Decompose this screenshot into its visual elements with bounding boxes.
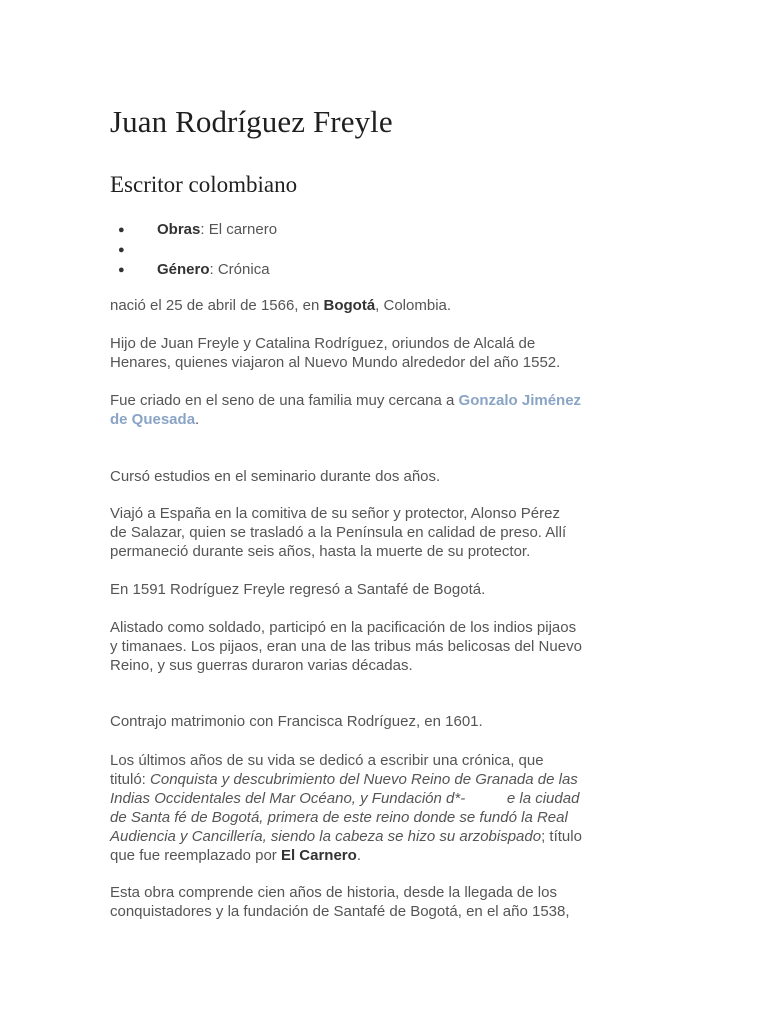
upbringing-paragraph: Fue criado en el seno de una familia muy cercana a Gonzalo Jiménez de Quesada. bbox=[110, 392, 582, 428]
fact-value: : El carnero bbox=[200, 221, 278, 238]
page-title: Juan Rodríguez Freyle bbox=[110, 104, 393, 139]
bullet-icon: ● bbox=[118, 264, 125, 276]
birthplace: Bogotá bbox=[323, 297, 376, 314]
studies-paragraph: Cursó estudios en el seminario durante dos años. bbox=[110, 468, 441, 485]
facts-list bbox=[110, 220, 670, 280]
bullet-icon: ● bbox=[118, 244, 125, 256]
el-carnero-title: El Carnero bbox=[280, 847, 357, 864]
birth-paragraph: nació el 25 de abril de 1566, en Bogotá, Colombia. bbox=[110, 297, 452, 314]
fact-label: Género bbox=[157, 261, 210, 278]
list-item bbox=[110, 260, 670, 280]
chronicle-paragraph: Los últimos años de su vida se dedicó a escribir una crónica, que tituló: Conquista y descubrimiento del Nuevo Reino de Granada de las Indias Occidentales del Mar Océano, y Fundación d*- e la ciudad de Santa fé de Bogotá, primera de este reino donde se fundó la Real Audiencia y Cancillería, siendo la cabeza se hizo su arzobispado; título que fue reemplazado por El Carnero. bbox=[110, 752, 582, 864]
marriage-paragraph: Contrajo matrimonio con Francisca Rodríguez, en 1601. bbox=[110, 713, 483, 730]
list-item bbox=[110, 220, 670, 240]
bullet-icon: ● bbox=[118, 224, 125, 236]
fact-value: : Crónica bbox=[209, 261, 270, 278]
page-subtitle: Escritor colombiano bbox=[110, 172, 298, 197]
gonzalo-jimenez-link[interactable]: Gonzalo Jiménez de Quesada bbox=[110, 392, 582, 428]
history-paragraph: Esta obra comprende cien años de historia, desde la llegada de los conquistadores y la fundación de Santafé de Bogotá, en el año 1538, bbox=[110, 884, 570, 920]
soldier-paragraph: Alistado como soldado, participó en la pacificación de los indios pijaos y timanaes. Los pijaos, eran una de las tribus más belicosas del Nuevo Reino, y sus guerras duraron varias décadas. bbox=[110, 619, 582, 674]
return-paragraph: En 1591 Rodríguez Freyle regresó a Santafé de Bogotá. bbox=[110, 581, 486, 598]
fact-label: Obras bbox=[157, 221, 201, 238]
spain-paragraph: Viajó a España en la comitiva de su señor y protector, Alonso Pérez de Salazar, quien se trasladó a la Península en calidad de preso. Allí permaneció durante seis años, hasta la muerte de su protector. bbox=[110, 505, 567, 560]
list-item bbox=[110, 240, 670, 260]
parents-paragraph: Hijo de Juan Freyle y Catalina Rodríguez, oriundos de Alcalá de Henares, quienes viajaron al Nuevo Mundo alrededor del año 1552. bbox=[110, 335, 561, 371]
